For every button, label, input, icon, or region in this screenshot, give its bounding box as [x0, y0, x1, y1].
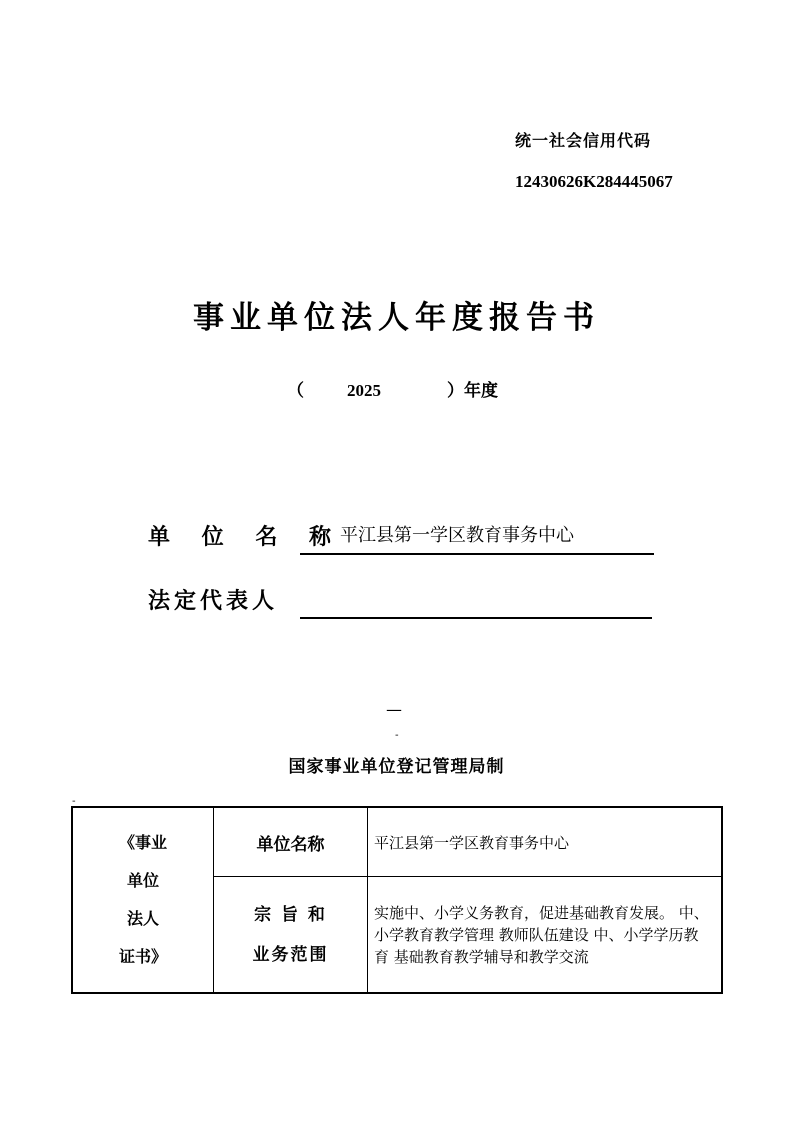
- certificate-title-line: 证书》: [118, 947, 167, 966]
- credit-code-value: 12430626K284445067: [515, 172, 673, 191]
- legal-rep-label: 法定代表人: [148, 589, 279, 614]
- table-unit-name-value: 平江县第一学区教育事务中心: [368, 807, 723, 877]
- scope-header: [214, 877, 368, 994]
- unit-name-header: 单位名称: [214, 807, 368, 877]
- scope-header-line: 业务范围: [252, 944, 329, 965]
- issuer-line: 国家事业单位登记管理局制: [288, 757, 505, 777]
- scope-header-line: 宗 旨 和: [254, 904, 327, 925]
- document-title: 事业单位法人年度报告书: [193, 300, 600, 336]
- certificate-title-cell: [72, 807, 214, 993]
- unit-name-value: 平江县第一学区教育事务中心: [340, 525, 574, 546]
- unit-name-underline: [300, 553, 654, 555]
- report-year-line: [287, 376, 498, 401]
- legal-rep-underline: [300, 617, 652, 619]
- certificate-title-line: 单位: [126, 871, 159, 890]
- dash-mark: —: [386, 700, 402, 719]
- year-suffix: ）年度: [447, 381, 498, 401]
- dot-mark: -: [395, 730, 399, 741]
- table-dot-mark: -: [72, 796, 76, 807]
- report-year: 2025: [347, 381, 381, 400]
- certificate-title-line: 《事业: [118, 833, 167, 852]
- credit-code-label: 统一社会信用代码: [515, 131, 652, 150]
- unit-name-label: 单 位 名 称: [148, 525, 343, 550]
- year-open-paren: （: [287, 381, 304, 401]
- scope-value: 实施中、小学义务教育，促进基础教育发展。 中、小学教育教学管理 教师队伍建设 中、小学学历教育 基础教育教学辅导和教学交流: [368, 877, 723, 994]
- certificate-table: [71, 806, 723, 994]
- certificate-title-line: 法人: [126, 909, 159, 928]
